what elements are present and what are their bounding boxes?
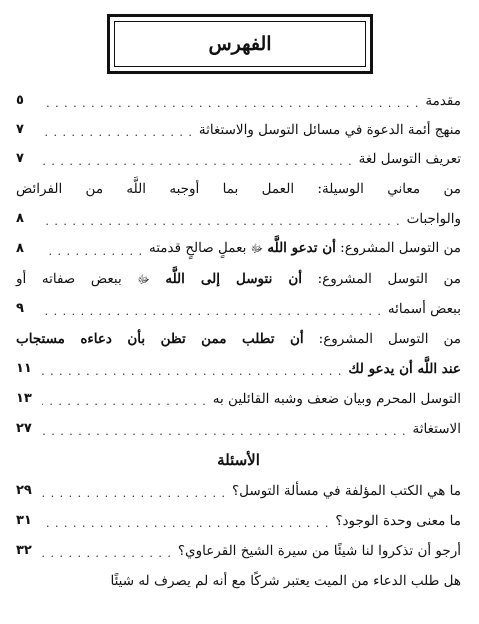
question-entry[interactable] [16, 538, 461, 564]
entry-suffix: بعملٍ صالحٍ قدمته [148, 240, 247, 256]
toc-entry[interactable] [16, 416, 461, 442]
toc-entry-page: ١١ [16, 361, 32, 376]
entry-bold: أن نتوسل إلى اللَّه [165, 271, 303, 287]
toc-entry-page: ٨ [16, 241, 24, 256]
dot-leader [42, 392, 207, 412]
page-title: الفهرس [114, 21, 366, 67]
toc-entry-text: منهج أئمة الدعوة في مسائل التوسل والاستغاثة [198, 122, 461, 138]
toc-entry-text: التوسل المحرم وبيان ضعف وشبه القائلين به [212, 391, 461, 407]
toc-entry-text: تعريف التوسل لغة [358, 151, 461, 167]
toc-entry[interactable] [16, 146, 461, 172]
dot-leader [42, 362, 342, 382]
toc-entry-page: ٢٧ [16, 421, 32, 436]
toc-entry[interactable] [16, 386, 461, 412]
toc-entry-text [149, 235, 461, 262]
entry-bold: أن تدعو اللَّه [267, 240, 336, 256]
toc-entry[interactable] [16, 296, 461, 322]
dot-leader [42, 94, 419, 114]
question-page: ٢٩ [16, 483, 32, 498]
entry-bold: عند اللَّه أن يدعو لك [348, 361, 461, 377]
question-entry[interactable] [16, 478, 461, 504]
toc-entry-page: ٨ [16, 211, 24, 226]
toc-entry-text: مقدمة [425, 93, 461, 109]
dot-leader [42, 212, 401, 232]
question-entry[interactable] [16, 508, 461, 534]
toc-entry[interactable] [16, 88, 461, 114]
question-page: ٣٢ [16, 543, 32, 558]
toc-entry-text: الاستغاثة [412, 421, 461, 437]
toc-entry[interactable] [16, 117, 461, 143]
toc-entry[interactable] [16, 356, 461, 382]
question-page: ٣١ [16, 513, 32, 528]
toc-entry-text: والواجبات [406, 211, 461, 227]
question-text: أرجو أن تذكروا لنا شيئًا من سيرة الشيخ القرعاوي؟ [177, 543, 461, 559]
toc-entry-page: ١٣ [16, 391, 32, 406]
toc-entry[interactable] [16, 206, 461, 232]
dot-leader [42, 242, 143, 262]
honorific-symbol: ﷻ [250, 242, 264, 255]
dot-leader [42, 123, 193, 143]
toc-entry-text [348, 356, 461, 382]
toc-entry-text: ببعض أسمائه [387, 301, 461, 317]
entry-prefix: من التوسل المشروع: [318, 331, 461, 347]
toc-entry-page: ٧ [16, 151, 24, 166]
dot-leader [42, 152, 353, 172]
title-frame [107, 14, 373, 74]
entry-bold: أن تطلب ممن تظن بأن دعاءه مستجاب [16, 331, 304, 347]
dot-leader [42, 484, 226, 504]
toc-entry-page: ٧ [16, 122, 24, 137]
toc-entry-line[interactable] [16, 326, 461, 352]
dot-leader [42, 514, 329, 534]
toc-entry-line[interactable] [16, 266, 461, 292]
dot-leader [42, 422, 407, 442]
dot-leader [42, 544, 172, 564]
entry-suffix: ببعض صفاته أو [16, 271, 122, 287]
honorific-symbol: ﷻ [137, 273, 150, 286]
toc-entry-page: ٩ [16, 301, 24, 316]
dot-leader [42, 302, 382, 322]
question-entry-line[interactable]: هل طلب الدعاء من الميت يعتبر شركًا مع أنه لم يصرف له شيئًا [110, 573, 461, 589]
toc-entry[interactable] [16, 236, 461, 262]
toc-entry-line[interactable]: من معاني الوسيلة: العمل بما أوجبه اللَّه من الفرائض [16, 181, 461, 197]
question-text: ما معنى وحدة الوجود؟ [335, 513, 461, 529]
entry-prefix: من التوسل المشروع: [340, 240, 461, 256]
entry-prefix: من التوسل المشروع: [317, 271, 462, 287]
question-text: ما هي الكتب المؤلفة في مسألة التوسل؟ [232, 483, 461, 499]
toc-entry-page: ٥ [16, 93, 24, 108]
section-heading: الأسئلة [217, 451, 260, 469]
